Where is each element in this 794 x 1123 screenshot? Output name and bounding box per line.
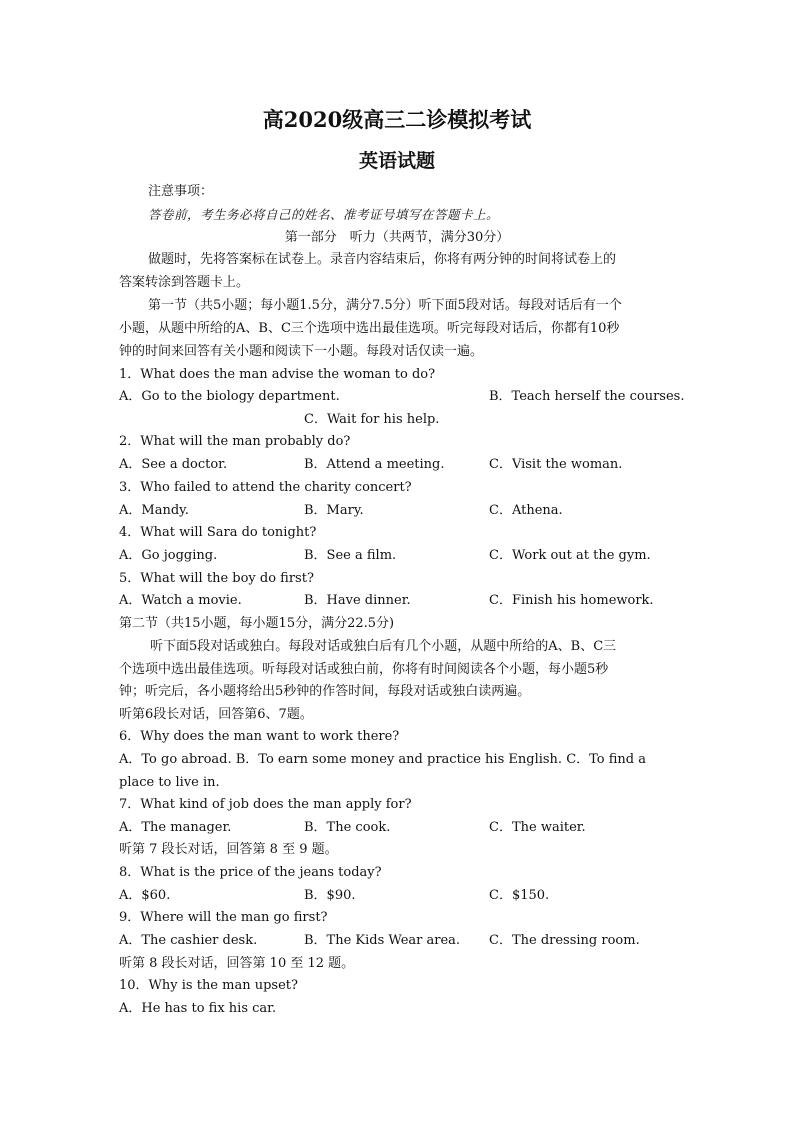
question-6-option-c-continued: place to live in. [119,775,220,790]
question-4-stem: 4．What will Sara do tonight? [119,525,317,540]
question-2-option-b: B．Attend a meeting. [304,457,445,472]
part1-intro-line2: 答案转涂到答题卡上。 [119,275,250,290]
question-3-option-a: A．Mandy. [119,503,189,518]
question-1-option-c: C．Wait for his help. [304,412,440,427]
section1-intro-line3: 钟的时间来回答有关小题和阅读下一小题。每段对话仅读一遍。 [119,344,484,359]
question-9-option-a: A．The cashier desk. [119,933,258,948]
question-8-stem: 8．What is the price of the jeans today? [119,865,382,880]
question-6-options: A．To go abroad. B．To earn some money and practice his English. C．To find a [119,752,647,767]
question-6-stem: 6．Why does the man want to work there? [119,729,400,744]
exam-subtitle: 英语试题 [358,150,435,172]
question-7-stem: 7．What kind of job does the man apply for? [119,797,412,812]
section1-intro-line2: 小题，从题中所给的A、B、C三个选项中选出最佳选项。听完每段对话后，你都有10秒 [119,321,620,336]
notice-heading: 注意事项： [148,184,214,199]
section2-intro-line2: 个选项中选出最佳选项。听每段对话或独白前，你将有时间阅读各个小题，每小题5秒 [119,662,609,677]
question-5-option-b: B．Have dinner. [304,593,411,608]
question-5-option-a: A．Watch a movie. [119,593,242,608]
section2-heading: 第二节（共15小题，每小题15分，满分22.5分) [119,616,395,631]
exam-title: 高2020级高三二诊模拟考试 [262,107,532,132]
question-7-option-b: B．The cook. [304,820,391,835]
question-1-stem: 1．What does the man advise the woman to do? [119,367,436,382]
question-9-option-c: C．The dressing room. [489,933,640,948]
question-10-option-a: A．He has to fix his car. [119,1001,277,1016]
question-3-option-c: C．Athena. [489,503,563,518]
section1-intro-line1: 第一节（共5小题；每小题1.5分，满分7.5分）听下面5段对话。每段对话后有一个 [148,298,622,313]
question-2-option-a: A．See a doctor. [119,457,228,472]
question-7-option-c: C．The waiter. [489,820,586,835]
question-3-option-b: B．Mary. [304,503,364,518]
question-2-stem: 2．What will the man probably do? [119,434,351,449]
question-10-stem: 10．Why is the man upset? [119,978,298,993]
question-4-option-a: A．Go jogging. [119,548,218,563]
question-8-option-b: B．$90. [304,888,356,903]
question-8-option-a: A．$60. [119,888,171,903]
question-9-stem: 9．Where will the man go first? [119,910,328,925]
question-5-option-c: C．Finish his homework. [489,593,654,608]
question-4-option-c: C．Work out at the gym. [489,548,651,563]
question-1-option-a: A．Go to the biology department. [119,389,340,404]
section2-intro-line1: 听下面5段对话或独白。每段对话或独白后有几个小题，从题中所给的A、B、C三 [150,639,617,654]
question-9-option-b: B．The Kids Wear area. [304,933,461,948]
notice-text: 答卷前，考生务必将自己的姓名、准考证号填写在答题卡上。 [148,207,500,222]
dialog-6-instruction: 听第6段长对话，回答第6、7题。 [119,707,313,722]
part1-heading: 第一部分 听力（共两节，满分30分） [284,230,510,245]
question-1-option-b: B．Teach herself the courses. [489,389,685,404]
question-8-option-c: C．$150. [489,888,550,903]
dialog-7-instruction: 听第 7 段长对话，回答第 8 至 9 题。 [119,842,338,857]
question-4-option-b: B．See a film. [304,548,397,563]
question-2-option-c: C．Visit the woman. [489,457,623,472]
question-7-option-a: A．The manager. [119,820,232,835]
question-3-stem: 3．Who failed to attend the charity concert? [119,480,412,495]
dialog-8-instruction: 听第 8 段长对话，回答第 10 至 12 题。 [119,956,355,971]
part1-intro-line1: 做题时，先将答案标在试卷上。录音内容结束后，你将有两分钟的时间将试卷上的 [148,252,617,267]
question-5-stem: 5．What will the boy do first? [119,571,314,586]
section2-intro-line3: 钟；听完后，各小题将给出5秒钟的作答时间，每段对话或独白读两遍。 [119,684,531,699]
